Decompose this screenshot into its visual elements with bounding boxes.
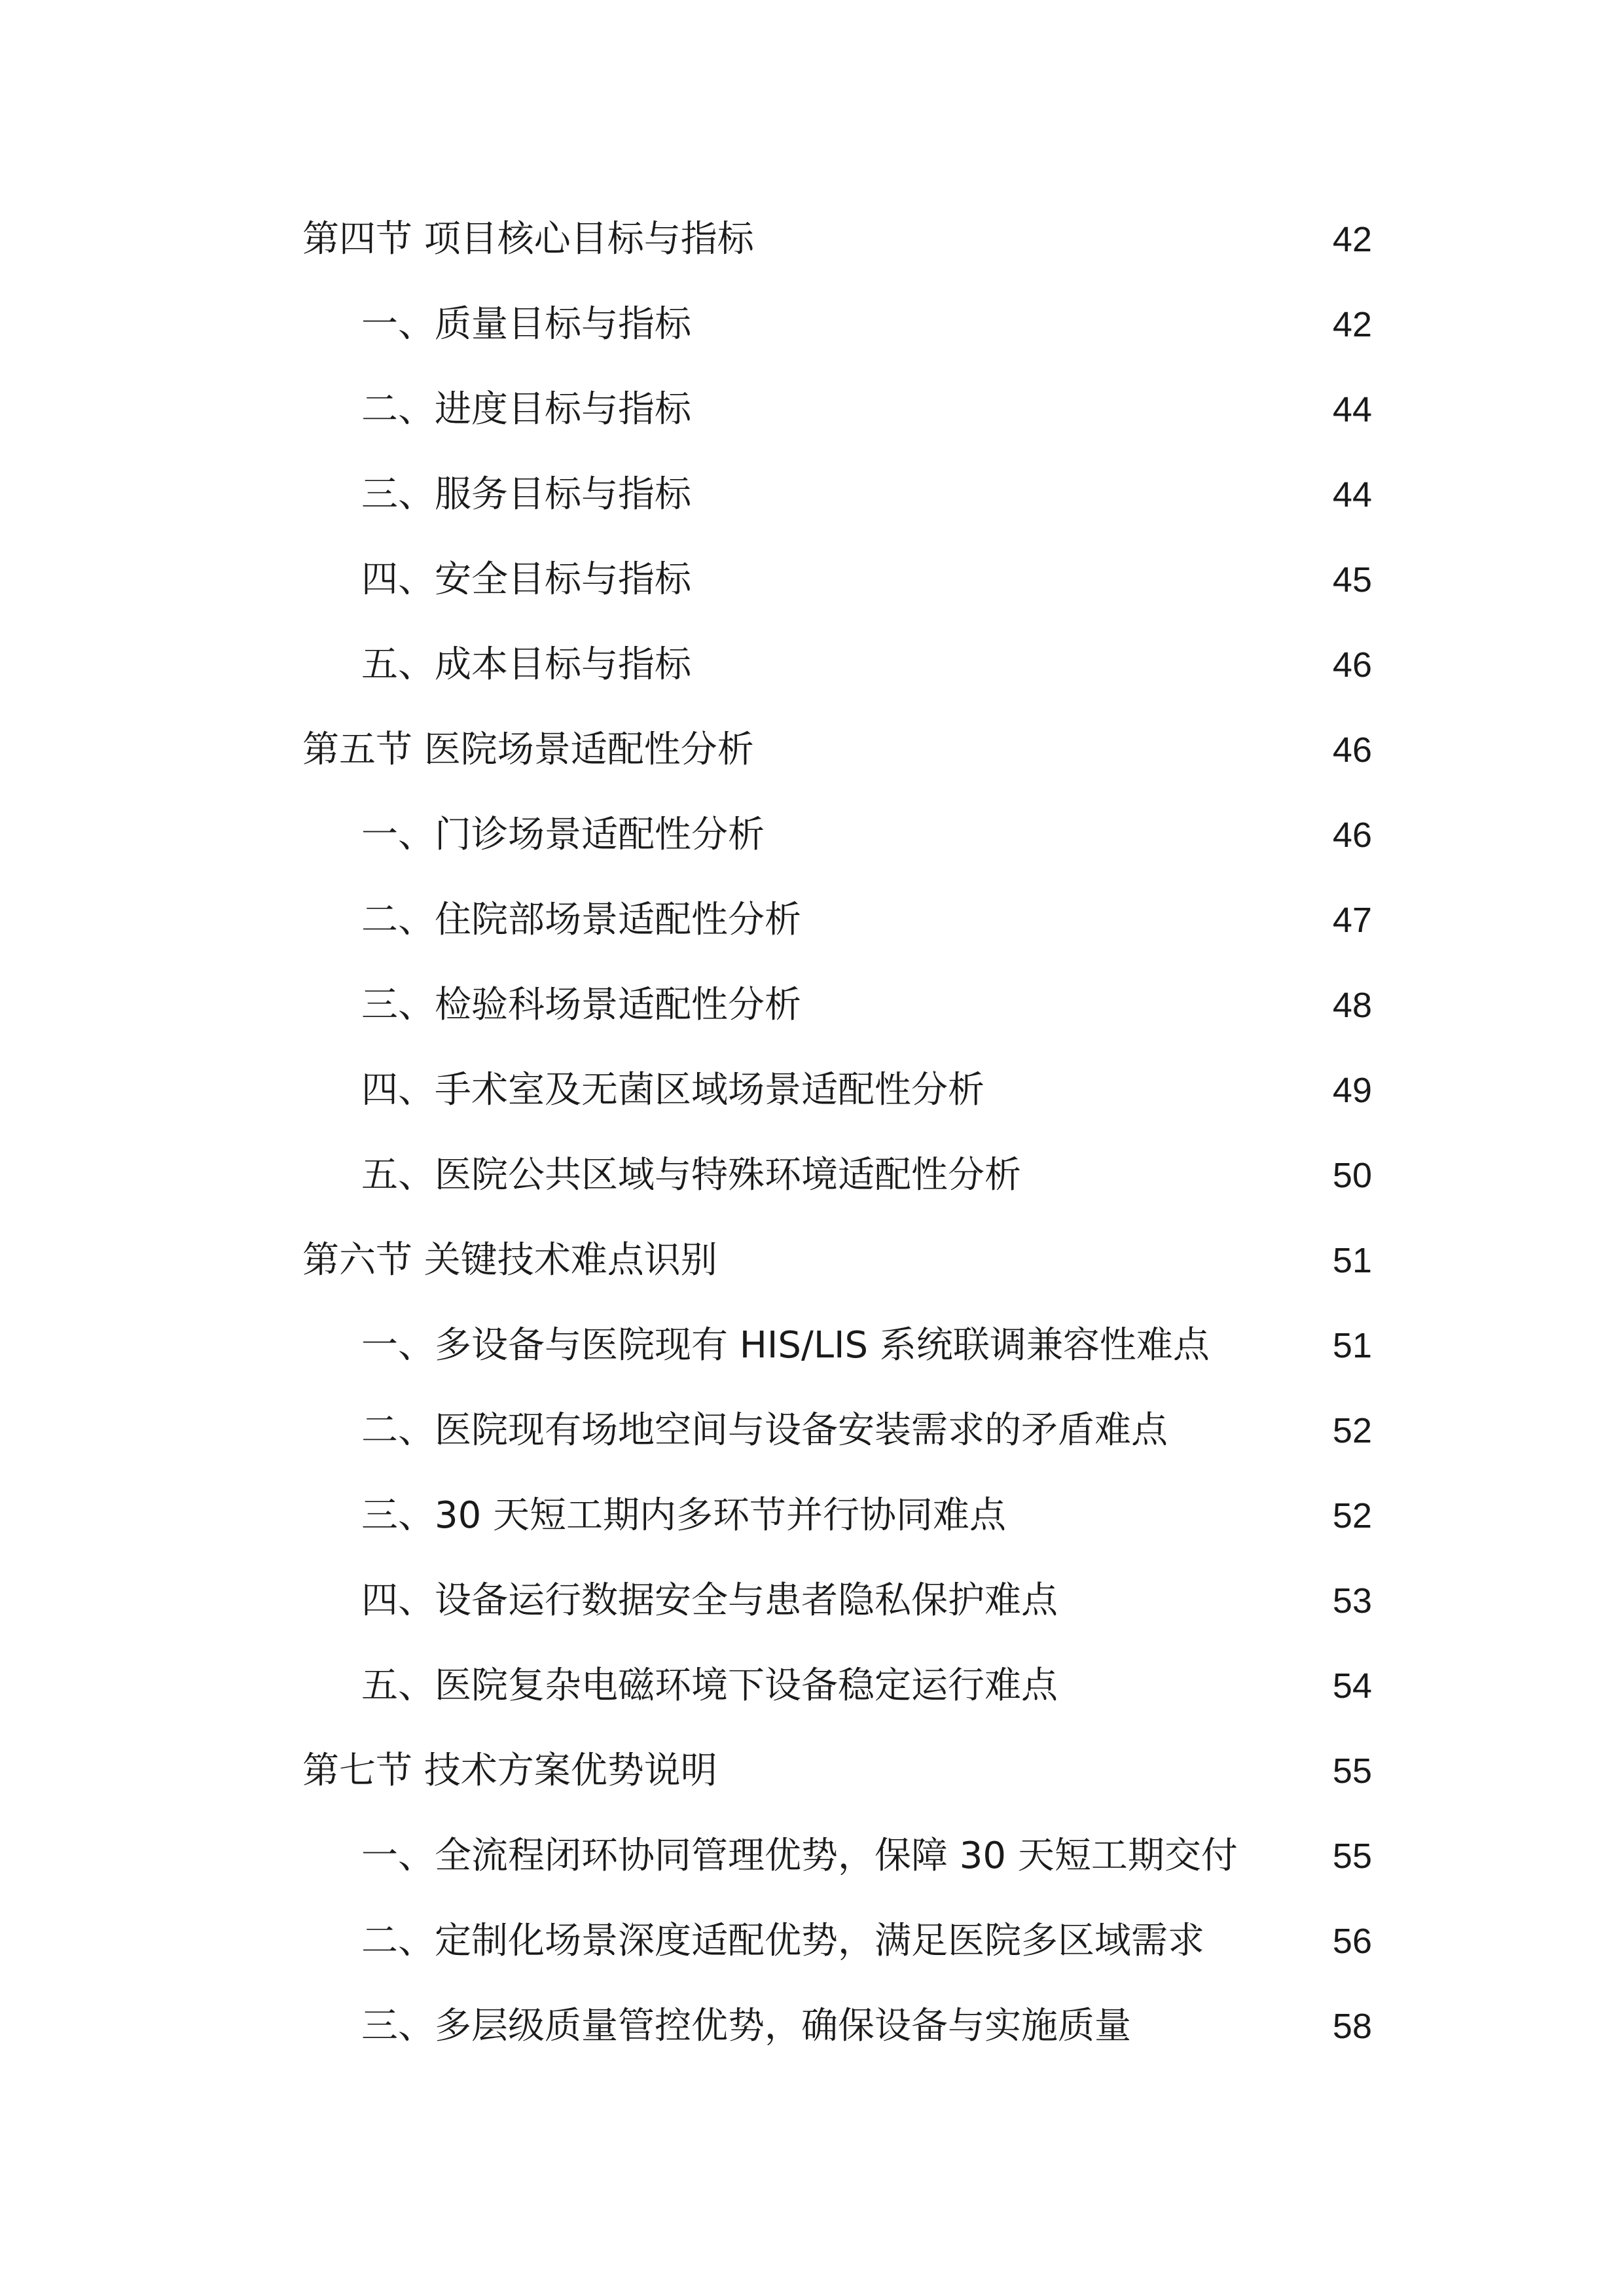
toc-entry[interactable] [0, 1395, 1624, 1467]
toc-entry-title: 一、多设备与医院现有 HIS/LIS 系统联调兼容性难点 [361, 1324, 1210, 1367]
toc-entry-page-number: 55 [1332, 1837, 1372, 1876]
toc-entry[interactable] [0, 1650, 1624, 1722]
toc-entry-page-number: 47 [1332, 901, 1372, 940]
toc-entry-section-5[interactable] [0, 714, 1624, 786]
toc-entry-title: 第五节 医院场景适配性分析 [302, 728, 754, 771]
toc-entry-title: 一、全流程闭环协同管理优势，保障 30 天短工期交付 [361, 1835, 1238, 1877]
toc-entry-page-number: 48 [1332, 986, 1372, 1025]
toc-entry-title: 五、成本目标与指标 [361, 643, 691, 686]
toc-entry[interactable] [0, 544, 1624, 616]
toc-entry-page-number: 46 [1332, 645, 1372, 685]
toc-entry-title: 一、质量目标与指标 [361, 303, 691, 346]
toc-entry-page-number: 49 [1332, 1071, 1372, 1110]
toc-entry-page-number: 42 [1332, 220, 1372, 259]
toc-entry-page-number: 58 [1332, 2007, 1372, 2046]
toc-entry-title: 三、服务目标与指标 [361, 473, 691, 516]
toc-entry[interactable] [0, 1310, 1624, 1382]
toc-entry[interactable] [0, 1820, 1624, 1892]
toc-entry[interactable] [0, 1990, 1624, 2062]
toc-entry-title: 三、多层级质量管控优势，确保设备与实施质量 [361, 2005, 1131, 2047]
toc-entry-title: 第六节 关键技术难点识别 [302, 1239, 717, 1282]
toc-entry-page-number: 42 [1332, 305, 1372, 344]
toc-entry[interactable] [0, 1480, 1624, 1552]
toc-entry[interactable] [0, 884, 1624, 956]
toc-entry-page-number: 46 [1332, 816, 1372, 855]
toc-entry-title: 二、定制化场景深度适配优势，满足医院多区域需求 [361, 1920, 1204, 1962]
toc-entry-title: 三、检验科场景适配性分析 [361, 984, 801, 1026]
toc-entry[interactable] [0, 1905, 1624, 1977]
toc-entry-page-number: 44 [1332, 475, 1372, 514]
toc-entry-title: 五、医院公共区域与特殊环境适配性分析 [361, 1154, 1021, 1196]
toc-entry-title: 二、住院部场景适配性分析 [361, 899, 801, 941]
toc-entry[interactable] [0, 1054, 1624, 1126]
toc-entry-title: 三、30 天短工期内多环节并行协同难点 [361, 1494, 1007, 1537]
toc-entry[interactable] [0, 459, 1624, 531]
toc-entry-title: 一、门诊场景适配性分析 [361, 814, 765, 856]
toc-entry-title: 四、手术室及无菌区域场景适配性分析 [361, 1069, 984, 1111]
toc-entry-page-number: 51 [1332, 1326, 1372, 1365]
toc-entry-title: 第四节 项目核心目标与指标 [302, 218, 754, 260]
toc-entry[interactable] [0, 969, 1624, 1041]
toc-entry-section-6[interactable] [0, 1225, 1624, 1297]
toc-entry[interactable] [0, 289, 1624, 361]
toc-entry-page-number: 51 [1332, 1241, 1372, 1280]
toc-entry[interactable] [0, 629, 1624, 701]
toc-entry-page-number: 55 [1332, 1751, 1372, 1791]
toc-entry-page-number: 54 [1332, 1666, 1372, 1706]
toc-entry-page-number: 52 [1332, 1496, 1372, 1535]
toc-entry-page-number: 50 [1332, 1156, 1372, 1195]
toc-entry-title: 四、安全目标与指标 [361, 558, 691, 601]
toc-entry-page-number: 45 [1332, 560, 1372, 600]
toc-entry-section-4[interactable] [0, 204, 1624, 276]
toc-entry-title: 第七节 技术方案优势说明 [302, 1749, 717, 1792]
toc-entry-title: 二、医院现有场地空间与设备安装需求的矛盾难点 [361, 1409, 1168, 1452]
toc-entry[interactable] [0, 374, 1624, 446]
toc-entry-title: 四、设备运行数据安全与患者隐私保护难点 [361, 1579, 1058, 1622]
toc-entry[interactable] [0, 799, 1624, 871]
toc-entry-section-7[interactable] [0, 1735, 1624, 1807]
toc-entry-title: 二、进度目标与指标 [361, 388, 691, 431]
toc-entry-page-number: 56 [1332, 1922, 1372, 1961]
toc-entry[interactable] [0, 1565, 1624, 1637]
toc-entry-page-number: 46 [1332, 730, 1372, 770]
toc-entry-page-number: 53 [1332, 1581, 1372, 1621]
toc-entry-title: 五、医院复杂电磁环境下设备稳定运行难点 [361, 1664, 1058, 1707]
toc-entry-page-number: 52 [1332, 1411, 1372, 1450]
toc-entry[interactable] [0, 1139, 1624, 1211]
toc-entry-page-number: 44 [1332, 390, 1372, 429]
